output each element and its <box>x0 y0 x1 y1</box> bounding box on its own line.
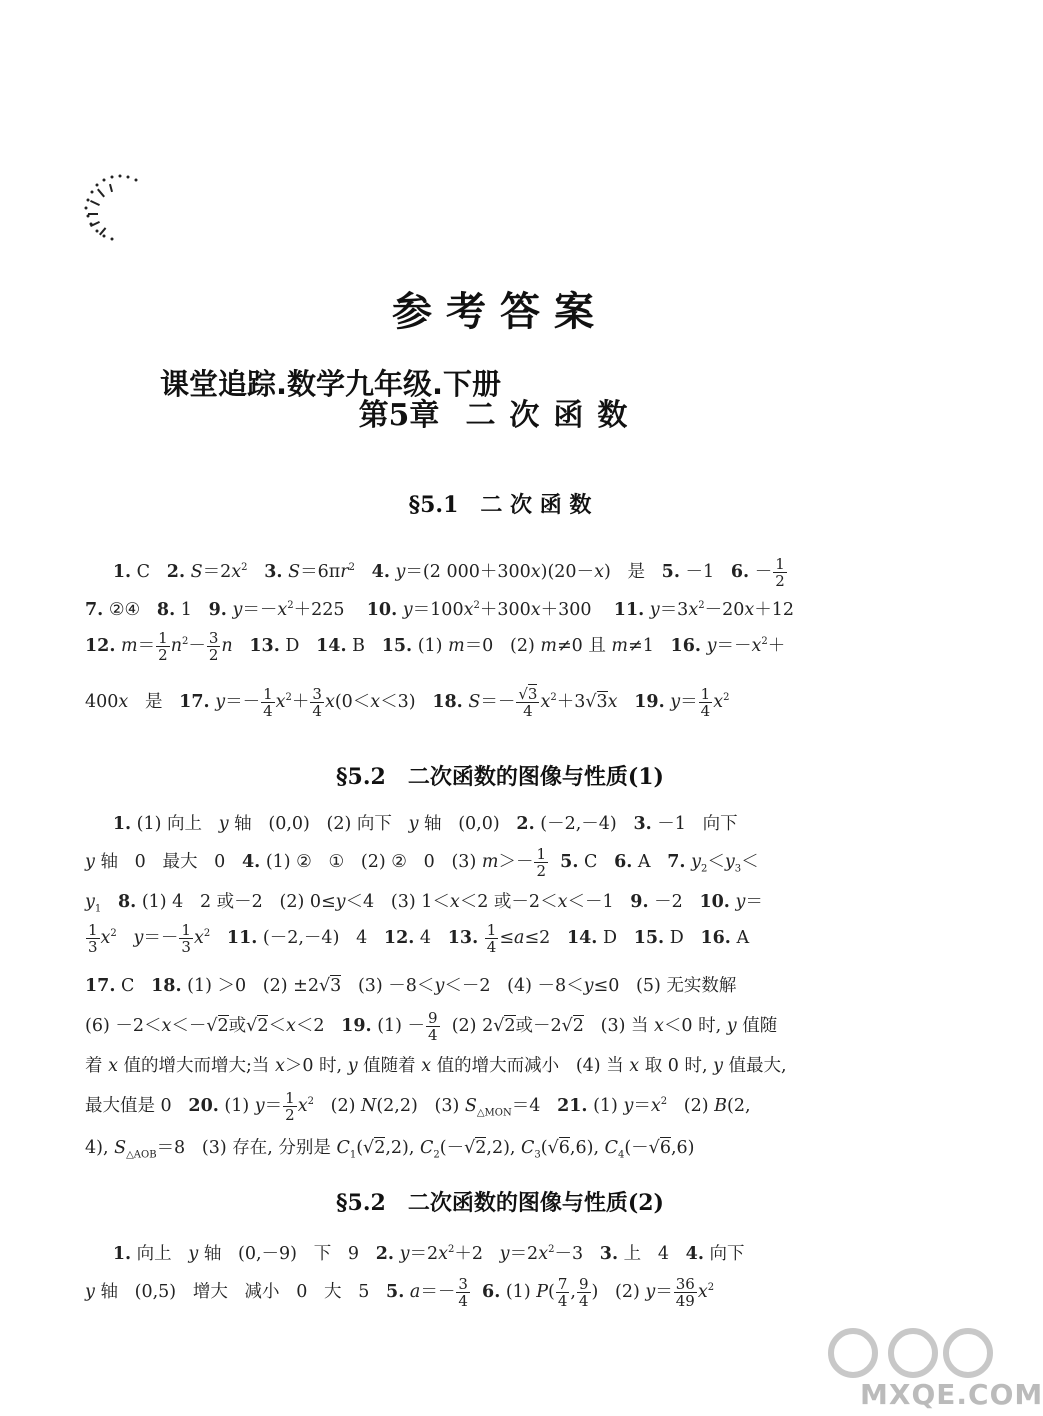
answer-line: 着 x 值的增大而增大;当 x＞0 时, y 值随着 x 值的增大而减小 (4) 当 x 取 0 时, y 值最大, <box>85 1056 787 1076</box>
answer-line: 1. 向上 y 轴 (0,－9) 下 9 2. $y=2x^2+2$ $y=2x^2-3$ 3. 上 4 4. 向下 <box>112 1244 745 1264</box>
answer-line: y 轴 0 最大 0 4. (1) ② ① (2) ② 0 (3) m＞－ $\frac{1}{2}$ 5. C 6. A 7. $y_2<y_3<$ <box>85 845 759 880</box>
answer-line: $y_1$ 8. (1) 4 2 或－2 (2) 0≤y＜4 (3) 1＜x＜2 或－2＜x＜－1 9. －2 10. y＝ <box>85 892 763 915</box>
answer-line: 12. m＝ $\frac{1}{2}$ $n^2-$ $\frac{3}{2}$ n 13. D 14. B 15. (1) m＝0 (2) m≠0 且 m≠1 16. $y=-x^2+$ <box>85 629 786 664</box>
answer-line: 17. C 18. (1) ＞0 (2) ±2√3 (3) －8＜y＜－2 (4) －8＜y≤0 (5) 无实数解 <box>85 976 737 996</box>
section-heading: §5.2 二次函数的图像与性质(2) <box>336 1190 664 1216</box>
chapter-name: 二次函数 <box>465 398 642 433</box>
answer-line: 1. C 2. $S=2x^2$ 3. $S=6\pi r^2$ 4. y＝(2 000＋300x)(20－x) 是 5. －1 6. － $\frac{1}{2}$ <box>112 555 785 590</box>
answer-line: 1. (1) 向上 y 轴 (0,0) (2) 向下 y 轴 (0,0) 2. (－2,－4) 3. －1 向下 <box>112 814 738 834</box>
sunburst-logo-icon <box>80 172 160 242</box>
answer-line: y 轴 (0,5) 增大 减小 0 大 5 5. a＝－ $\frac{3}{4}$ 6. (1) P( $\frac{7}{4}$ , $\frac{9}{4}$ ) (2) y＝ $\frac{36}{49}$ $x^2$ <box>85 1275 715 1310</box>
answer-line: 400x 是 17. y＝－ $\frac{1}{4}$ $x^2+$ $\frac{3}{4}$ x(0＜x＜3) 18. S＝－ $\frac{√3}{4}$ $x^2+3√3x$ 19. y＝ $\frac{1}{4}$ $x^2$ <box>85 685 730 720</box>
chapter-number: 第5章 <box>358 398 440 433</box>
section-heading: §5.2 二次函数的图像与性质(1) <box>336 764 664 790</box>
book-title: 课堂追踪.数学九年级.下册 <box>160 367 502 401</box>
answer-line: 4), $S_{\triangle AOB}=8$ (3) 存在, 分别是 $C_1(√2,2)$, $C_2(-√2,2)$, $C_3(√6,6)$, $C_4(-√6,6)$ <box>85 1138 695 1161</box>
chapter-heading <box>0 390 1000 434</box>
answer-line: 最大值是 0 20. (1) y＝ $\frac{1}{2}$ $x^2$ (2) N(2,2) (3) $S_{\triangle MON}=4$ 21. (1) $y=x^2$ (2) B(2, <box>85 1089 751 1124</box>
answer-line: (6) －2＜x＜－√2或√2＜x＜2 19. (1) － $\frac{9}{4}$ (2) 2√2或－2√2 (3) 当 x＜0 时, y 值随 <box>85 1009 778 1044</box>
page-title: 参考答案 <box>392 288 608 335</box>
answer-line: $\frac{1}{3}$ $x^2$ y＝－ $\frac{1}{3}$ $x^2$ 11. (－2,－4) 4 12. 4 13. $\frac{1}{4}$ ≤a≤2 14. D 15. D 16. A <box>88 921 750 956</box>
watermark-text: MXQE.COM <box>860 1378 1043 1411</box>
answer-line: 7. ②④ 8. 1 9. $y=-x^2+225$ 10. $y=100x^2+300x+300$ 11. $y=3x^2-20x+12$ <box>85 600 795 620</box>
section-heading: §5.1 二 次 函 数 <box>408 492 592 518</box>
